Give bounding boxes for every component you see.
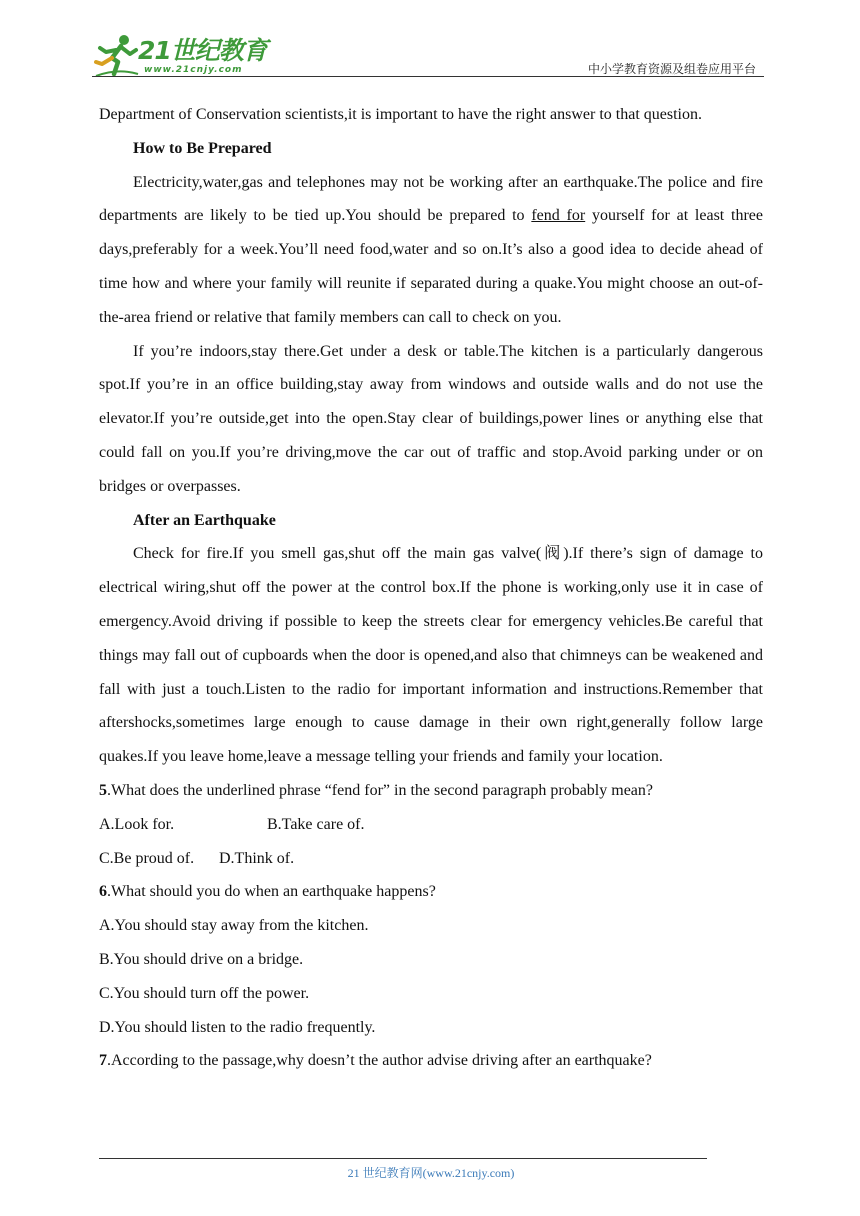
paragraph-text: yourself for at least three days,preferably for a week.You’ll need food,water and so on.It’s also a good idea to decide ahead of time how and where your family will reunite if separated during a quake.You might choose an out-of-the-area friend or relative that family members can call to check on you. xyxy=(99,207,763,326)
paragraph-after-quake: Check for fire.If you smell gas,shut off the main gas valve(阀).If there’s sign of damage to electrical wiring,shut off the power at the control box.If the phone is working,only use it in case of emergency.Avoid driving if possible to keep the streets clear for emergency vehicles.Be careful that things may fall out of cupboards when the door is opened,and also that chimneys can be weakened and fall with just a touch.Listen to the radio for important information and instructions.Remember that aftershocks,sometimes large enough to cause damage in their own right,generally follow large quakes.If you leave home,leave a message telling your friends and family your location. xyxy=(99,545,763,766)
option-d: D.Think of. xyxy=(219,849,295,867)
intro-paragraph: Department of Conservation scientists,it is important to have the right answer to that question. xyxy=(99,106,702,123)
section-heading-after: After an Earthquake xyxy=(133,511,276,529)
question-7 xyxy=(99,1044,763,1078)
option-c: C.You should turn off the power. xyxy=(99,984,310,1002)
footer-divider xyxy=(99,1158,707,1159)
paragraph-prepared xyxy=(99,166,763,335)
main-content xyxy=(99,98,763,1078)
question-number: 7 xyxy=(99,1052,107,1070)
options-row xyxy=(99,842,763,876)
paragraph-text: Electricity,water,gas and telephones may not be working after an earthquake.The police and fire departments are likely to be tied up.You should be prepared to xyxy=(99,173,763,225)
header-platform-label: 中小学教育资源及组卷应用平台 xyxy=(587,62,756,76)
question-5 xyxy=(99,774,763,808)
question-6 xyxy=(99,875,763,909)
option-b: B.Take care of. xyxy=(267,815,365,833)
option-d: D.You should listen to the radio frequently. xyxy=(99,1018,376,1036)
question-number: 6 xyxy=(99,883,107,901)
section-heading-prepared: How to Be Prepared xyxy=(133,139,272,157)
question-text: .What does the underlined phrase “fend for” in the second paragraph probably mean? xyxy=(107,781,653,799)
footer-source: 21 世纪教育网(www.21cnjy.com) xyxy=(347,1166,515,1180)
question-text: .What should you do when an earthquake happens? xyxy=(107,883,436,901)
logo xyxy=(92,32,267,78)
logo-text: 21世纪教育 xyxy=(138,36,267,65)
option-a: A.You should stay away from the kitchen. xyxy=(99,917,369,935)
header-divider xyxy=(92,76,764,77)
paragraph-during-quake: If you’re indoors,stay there.Get under a desk or table.The kitchen is a particularly dangerous spot.If you’re in an office building,stay away from windows and outside walls and do not use the elevator.If you’re outside,get into the open.Stay clear of buildings,power lines or anything else that could fall on you.If you’re driving,move the car out of traffic and stop.Avoid parking under or on bridges or overpasses. xyxy=(99,342,763,495)
page-header xyxy=(92,30,764,78)
option-c: C.Be proud of. xyxy=(99,849,195,867)
option-b: B.You should drive on a bridge. xyxy=(99,950,304,968)
runner-logo-icon xyxy=(94,34,140,78)
underlined-phrase: fend for xyxy=(531,207,586,225)
question-number: 5 xyxy=(99,781,107,799)
logo-url: www.21cnjy.com xyxy=(144,65,243,75)
option-a: A.Look for. xyxy=(99,815,175,833)
options-row xyxy=(99,808,763,842)
question-text: .According to the passage,why doesn’t the author advise driving after an earthquake? xyxy=(107,1052,652,1070)
